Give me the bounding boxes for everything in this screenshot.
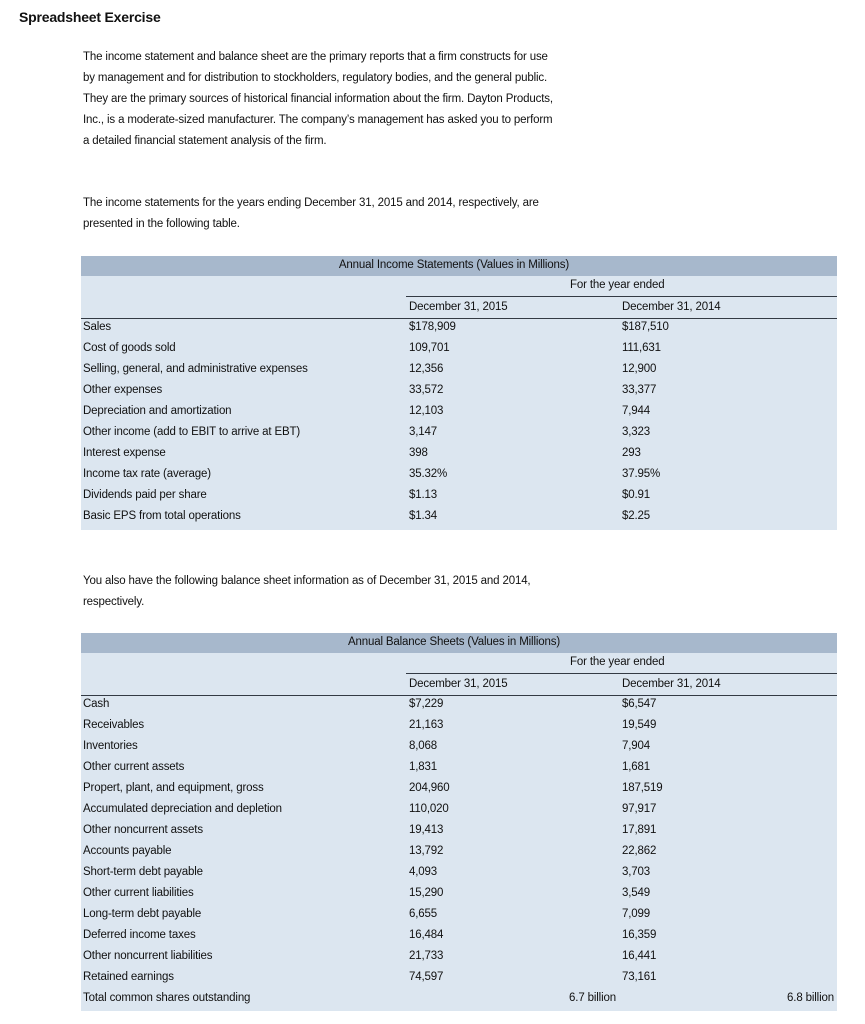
- row-label: Selling, general, and administrative expenses: [83, 363, 308, 375]
- column-header-2014: December 31, 2014: [622, 301, 721, 313]
- income-table-title: Annual Income Statements (Values in Millions): [338, 259, 570, 271]
- period-label: For the year ended: [570, 656, 665, 668]
- row-label: Propert, plant, and equipment, gross: [83, 782, 264, 794]
- row-label: Total common shares outstanding: [83, 992, 251, 1004]
- row-label: Cash: [83, 698, 110, 710]
- value-2014: $6,547: [622, 698, 657, 710]
- table-row: [81, 780, 837, 801]
- table-row: [81, 738, 837, 759]
- value-2015: 13,792: [409, 845, 444, 857]
- value-2014: 1,681: [622, 761, 651, 773]
- income-rows: [81, 319, 837, 529]
- table-row: [81, 885, 837, 906]
- row-label: Other noncurrent liabilities: [83, 950, 213, 962]
- row-label: Cost of goods sold: [83, 342, 176, 354]
- table-row: [81, 696, 837, 717]
- column-header-2015: December 31, 2015: [409, 301, 508, 313]
- value-2014: 3,549: [622, 887, 651, 899]
- table-row: [81, 466, 837, 487]
- table-row: [81, 906, 837, 927]
- value-2015: 33,572: [409, 384, 444, 396]
- value-2014: 22,862: [622, 845, 657, 857]
- value-2015: $1.13: [409, 489, 438, 501]
- table-row: [81, 948, 837, 969]
- table-row: [81, 445, 837, 466]
- value-2014: 17,891: [622, 824, 657, 836]
- value-2014: $0.91: [622, 489, 651, 501]
- value-2015: 204,960: [409, 782, 450, 794]
- row-label: Income tax rate (average): [83, 468, 211, 480]
- value-2014: 7,099: [622, 908, 651, 920]
- column-header-2015: December 31, 2015: [409, 678, 508, 690]
- value-2014: 19,549: [622, 719, 657, 731]
- table-row: [81, 403, 837, 424]
- value-2015: 12,356: [409, 363, 444, 375]
- table-title-band: [81, 633, 837, 653]
- value-2015: 21,163: [409, 719, 444, 731]
- intro-text: The income statement and balance sheet are the primary reports that a firm constructs for use by management and for distribution to stockholders, regulatory bodies, and the general public. They are the primary sources of historical financial information about the firm. Dayton Products, Inc., is a moderate-sized manufacturer. The company’s management has asked you to perform a detailed financial statement analysis of the firm.: [83, 51, 553, 147]
- row-label: Other noncurrent assets: [83, 824, 203, 836]
- income-statement-table: [81, 256, 837, 530]
- value-2014: 16,441: [622, 950, 657, 962]
- value-2015: 21,733: [409, 950, 444, 962]
- value-2014: 37.95%: [622, 468, 661, 480]
- value-2014: 97,917: [622, 803, 657, 815]
- value-2015: 15,290: [409, 887, 444, 899]
- value-2015: 12,103: [409, 405, 444, 417]
- value-2014: 3,703: [622, 866, 651, 878]
- value-2015: 16,484: [409, 929, 444, 941]
- value-2015: 35.32%: [409, 468, 448, 480]
- period-header-row: [81, 653, 837, 674]
- intro-paragraph: [83, 47, 553, 152]
- table-row: [81, 864, 837, 885]
- row-label: Deferred income taxes: [83, 929, 196, 941]
- value-2014: $2.25: [622, 510, 651, 522]
- value-2015: 6.7 billion: [569, 992, 616, 1004]
- table-row: [81, 717, 837, 738]
- value-2014: 6.8 billion: [787, 992, 834, 1004]
- balance-intro-text: You also have the following balance sheet information as of December 31, 2015 and 2014, respectively.: [83, 575, 531, 608]
- row-label: Short-term debt payable: [83, 866, 203, 878]
- value-2014: 33,377: [622, 384, 657, 396]
- row-label: Dividends paid per share: [83, 489, 207, 501]
- row-label: Other current liabilities: [83, 887, 194, 899]
- value-2015: 6,655: [409, 908, 438, 920]
- value-2015: 4,093: [409, 866, 438, 878]
- value-2015: 8,068: [409, 740, 438, 752]
- value-2014: $187,510: [622, 321, 669, 333]
- row-label: Depreciation and amortization: [83, 405, 232, 417]
- value-2014: 7,944: [622, 405, 651, 417]
- value-2014: 187,519: [622, 782, 663, 794]
- table-row: [81, 319, 837, 340]
- period-label: For the year ended: [570, 279, 665, 291]
- value-2015: 1,831: [409, 761, 438, 773]
- table-row: [81, 508, 837, 529]
- value-2015: 19,413: [409, 824, 444, 836]
- row-label: Other expenses: [83, 384, 163, 396]
- balance-table-title: Annual Balance Sheets (Values in Millions): [347, 636, 561, 648]
- page-title: Spreadsheet Exercise: [19, 9, 161, 25]
- balance-sheet-table: [81, 633, 837, 1011]
- row-label: Sales: [83, 321, 112, 333]
- value-2014: 3,323: [622, 426, 651, 438]
- row-label: Accounts payable: [83, 845, 172, 857]
- row-label: Basic EPS from total operations: [83, 510, 241, 522]
- balance-intro-paragraph: [83, 571, 543, 613]
- value-2015: 74,597: [409, 971, 444, 983]
- table-row: [81, 969, 837, 990]
- column-header-2014: December 31, 2014: [622, 678, 721, 690]
- period-header-row: [81, 276, 837, 297]
- date-header-row: [81, 674, 837, 695]
- income-intro-text: The income statements for the years ending December 31, 2015 and 2014, respectively, are presented in the following table.: [83, 197, 539, 230]
- row-label: Other income (add to EBIT to arrive at EBT): [83, 426, 301, 438]
- row-label: Interest expense: [83, 447, 166, 459]
- row-label: Other current assets: [83, 761, 185, 773]
- table-row: [81, 382, 837, 403]
- value-2014: 111,631: [622, 342, 661, 354]
- value-2015: $1.34: [409, 510, 438, 522]
- row-label: Accumulated depreciation and depletion: [83, 803, 282, 815]
- value-2014: 16,359: [622, 929, 657, 941]
- row-label: Retained earnings: [83, 971, 174, 983]
- value-2014: 12,900: [622, 363, 657, 375]
- table-row: [81, 759, 837, 780]
- row-label: Inventories: [83, 740, 138, 752]
- table-row: [81, 927, 837, 948]
- table-row: [81, 822, 837, 843]
- table-row: [81, 361, 837, 382]
- value-2014: 293: [622, 447, 641, 459]
- date-header-row: [81, 297, 837, 318]
- value-2014: 73,161: [622, 971, 657, 983]
- table-row: [81, 340, 837, 361]
- value-2015: 110,020: [409, 803, 449, 815]
- value-2015: $178,909: [409, 321, 456, 333]
- value-2015: 398: [409, 447, 428, 459]
- table-row: [81, 424, 837, 445]
- value-2015: 3,147: [409, 426, 438, 438]
- row-label: Receivables: [83, 719, 144, 731]
- table-row: [81, 801, 837, 822]
- table-row: [81, 487, 837, 508]
- table-title-band: [81, 256, 837, 276]
- value-2015: $7,229: [409, 698, 444, 710]
- balance-rows: [81, 696, 837, 990]
- value-2014: 7,904: [622, 740, 651, 752]
- income-intro-paragraph: [83, 193, 583, 235]
- shares-outstanding-row: [81, 990, 837, 1011]
- table-row: [81, 843, 837, 864]
- value-2015: 109,701: [409, 342, 450, 354]
- row-label: Long-term debt payable: [83, 908, 202, 920]
